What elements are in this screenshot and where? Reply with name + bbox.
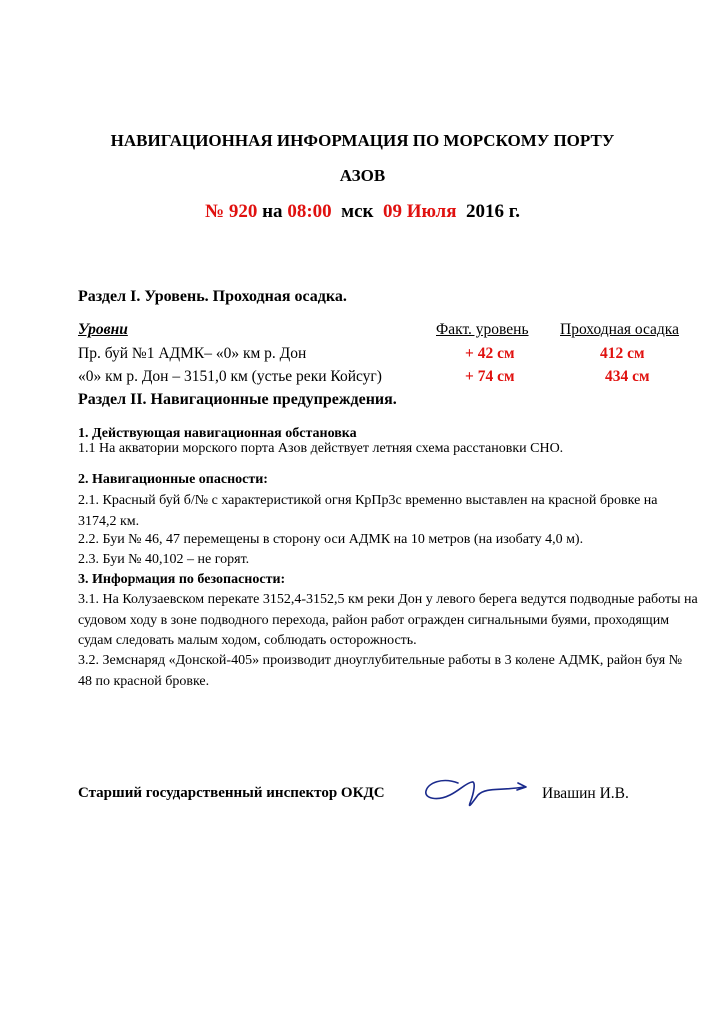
sub2-item-3: 2.3. Буи № 40,102 – не горят. bbox=[78, 552, 250, 567]
bulletin-time: 08:00 bbox=[287, 201, 332, 222]
bulletin-date: 09 Июля bbox=[382, 201, 457, 222]
row2-fact: + 74 см bbox=[465, 368, 515, 385]
handwritten-signature bbox=[420, 773, 532, 813]
sub1-title: 1. Действующая навигационная обстановка bbox=[78, 426, 357, 441]
row2-location: «0» км р. Дон – 3151,0 км (устье реки Койсуг) bbox=[78, 368, 382, 385]
section2-heading: Раздел II. Навигационные предупреждения. bbox=[78, 391, 397, 408]
sub3-item-1: 3.1. На Колузаевском перекате 3152,4-3152,5 км реки Дон у левого берега ведутся подводные работы на судовом ходу в зоне подводного перехода, район работ огражден сигнальными буями, проходящим судам следовать малым ходом, соблюдать осторожность. bbox=[78, 592, 698, 648]
bulletin-tz: мск bbox=[341, 201, 374, 222]
sub3-item-2: 3.2. Земснаряд «Донской-405» производит дноуглубительные работы в 3 колене АДМК, район буя № 48 по красной бровке. bbox=[78, 653, 683, 689]
sub3-title: 3. Информация по безопасности: bbox=[78, 572, 286, 587]
col-fact-header: Факт. уровень bbox=[436, 321, 529, 338]
bulletin-number: 920 bbox=[228, 201, 258, 222]
bulletin-at: на bbox=[262, 201, 283, 222]
sub2-title: 2. Навигационные опасности: bbox=[78, 472, 268, 487]
sub2-item-1: 2.1. Красный буй б/№ с характеристикой огня КрПр3с временно выставлен на красной бровке на 3174,2 км. bbox=[78, 493, 658, 529]
signer-position: Старший государственный инспектор ОКДС bbox=[78, 785, 385, 801]
section1-heading: Раздел I. Уровень. Проходная осадка. bbox=[78, 288, 347, 305]
bulletin-number-prefix: № bbox=[205, 201, 225, 222]
col-draft-header: Проходная осадка bbox=[560, 321, 679, 338]
row1-location: Пр. буй №1 АДМК– «0» км р. Дон bbox=[78, 345, 307, 362]
page-title: НАВИГАЦИОННАЯ ИНФОРМАЦИЯ ПО МОРСКОМУ ПОРТУ bbox=[110, 131, 615, 150]
col-levels-header: Уровни bbox=[78, 321, 128, 338]
row1-fact: + 42 см bbox=[465, 345, 515, 362]
row1-draft: 412 см bbox=[600, 345, 645, 362]
bulletin-line bbox=[0, 201, 725, 223]
bulletin-year: 2016 г. bbox=[465, 201, 520, 222]
port-name: АЗОВ bbox=[339, 166, 386, 185]
row2-draft: 434 см bbox=[605, 368, 650, 385]
signer-name: Ивашин И.В. bbox=[542, 785, 629, 802]
sub2-item-2: 2.2. Буи № 46, 47 перемещены в сторону оси АДМК на 10 метров (на изобату 4,0 м). bbox=[78, 532, 584, 547]
sub1-item: 1.1 На акватории морского порта Азов действует летняя схема расстановки СНО. bbox=[78, 441, 564, 456]
